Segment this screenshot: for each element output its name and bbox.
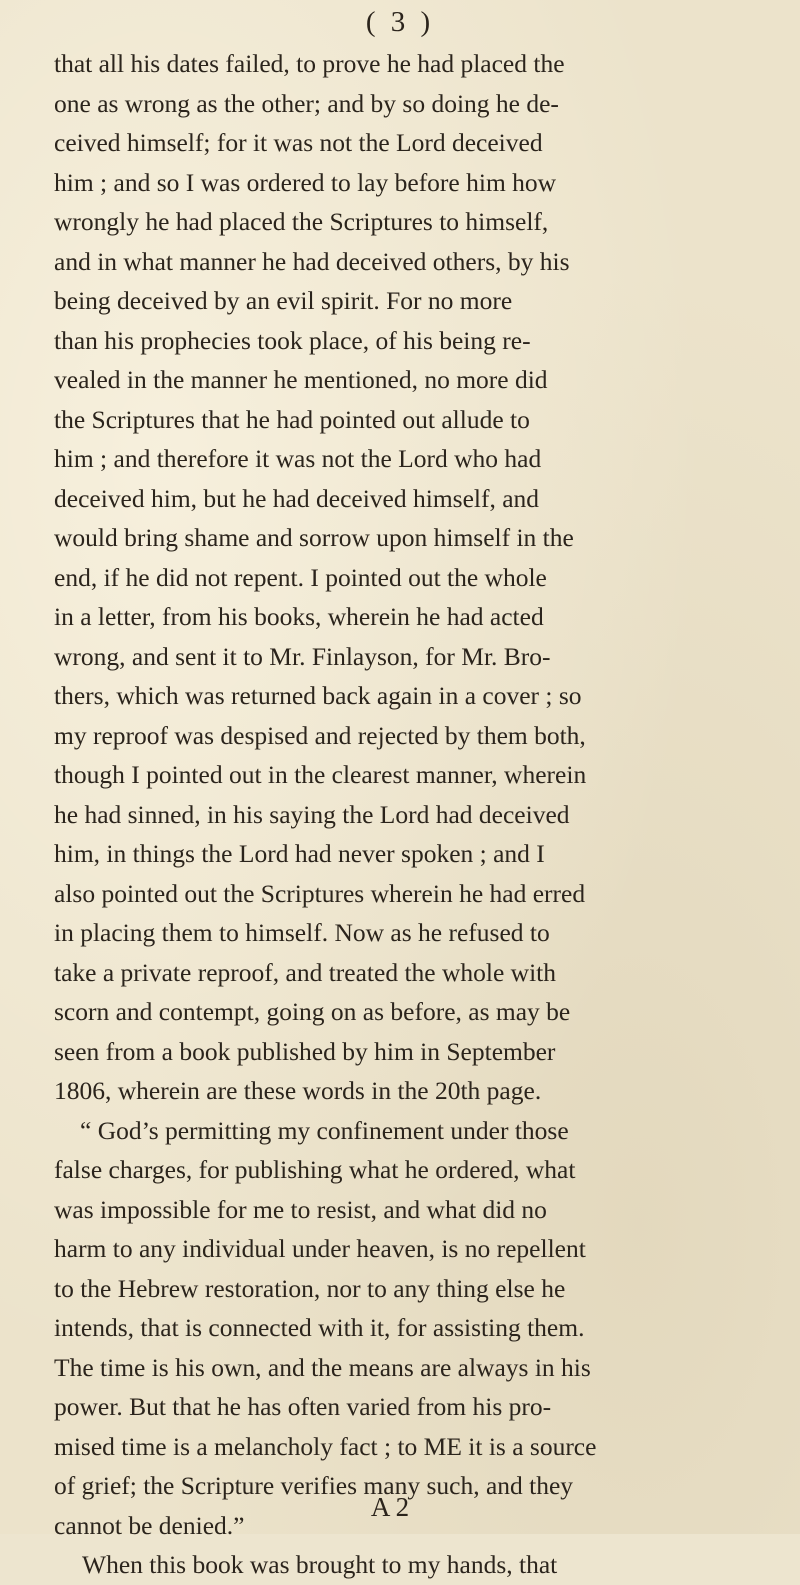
- text-line: of grief; the Scripture verifies many such, and they: [54, 1471, 574, 1500]
- text-line: the Scriptures that he had pointed out allude to: [54, 404, 530, 434]
- text-line: than his prophecies took place, of his being re-: [54, 325, 531, 355]
- text-line: him ; and therefore it was not the Lord who had: [54, 444, 542, 473]
- text-line: him ; and so I was ordered to lay before him how: [54, 167, 557, 197]
- text-line: mised time is a melancholy fact ; to ME it is a source: [54, 1431, 597, 1461]
- text-line: that all his dates failed, to prove he had placed the: [54, 49, 565, 78]
- text-line: The time is his own, and the means are always in his: [54, 1352, 591, 1382]
- text-line: end, if he did not repent. I pointed out the whole: [54, 562, 547, 592]
- text-line: in a letter, from his books, wherein he had acted: [54, 602, 544, 631]
- text-line: “ God’s permitting my confinement under those: [80, 1115, 569, 1145]
- text-line: power. But that he has often varied from his pro-: [54, 1392, 552, 1421]
- text-line: 1806, wherein are these words in the 20th page.: [54, 1076, 542, 1105]
- text-line: take a private reproof, and treated the whole with: [54, 957, 556, 987]
- text-line: false charges, for publishing what he ordered, what: [54, 1155, 576, 1184]
- text-line: intends, that is connected with it, for assisting them.: [54, 1313, 585, 1342]
- text-line: wrong, and sent it to Mr. Finlayson, for Mr. Bro-: [54, 641, 551, 671]
- text-line: one as wrong as the other; and by so doing he de-: [54, 88, 559, 118]
- text-line: wrongly he had placed the Scriptures to himself,: [54, 207, 549, 236]
- text-line: also pointed out the Scriptures wherein he had erred: [54, 878, 586, 908]
- body-text: [54, 44, 796, 1585]
- text-line: ceived himself; for it was not the Lord deceived: [54, 128, 543, 157]
- text-line: thers, which was returned back again in a cover ; so: [54, 681, 582, 710]
- page-number: ( 3 ): [365, 6, 435, 38]
- text-line: being deceived by an evil spirit. For no more: [54, 286, 513, 315]
- text-line: and in what manner he had deceived others, by his: [54, 246, 570, 276]
- text-line: would bring shame and sorrow upon himself in the: [54, 523, 574, 552]
- text-line: my reproof was despised and rejected by them both,: [54, 720, 586, 750]
- text-line: vealed in the manner he mentioned, no more did: [54, 365, 548, 394]
- text-line: harm to any individual under heaven, is no repellent: [54, 1234, 586, 1263]
- text-line: him, in things the Lord had never spoken ; and I: [54, 839, 545, 868]
- text-line: cannot be denied.”: [54, 1510, 245, 1540]
- text-line: scorn and contempt, going on as before, as may be: [54, 997, 571, 1026]
- text-line: deceived him, but he had deceived himself, and: [54, 483, 540, 513]
- signature-mark: A 2: [370, 1492, 410, 1522]
- text-line: was impossible for me to resist, and what did no: [54, 1194, 547, 1224]
- text-line: though I pointed out in the clearest manner, wherein: [54, 760, 587, 789]
- text-line: to the Hebrew restoration, nor to any thing else he: [54, 1273, 566, 1303]
- text-line: he had sinned, in his saying the Lord had deceived: [54, 799, 570, 829]
- text-line: seen from a book published by him in September: [54, 1036, 556, 1066]
- text-line: When this book was brought to my hands, that: [82, 1550, 558, 1579]
- text-line: in placing them to himself. Now as he refused to: [54, 918, 550, 947]
